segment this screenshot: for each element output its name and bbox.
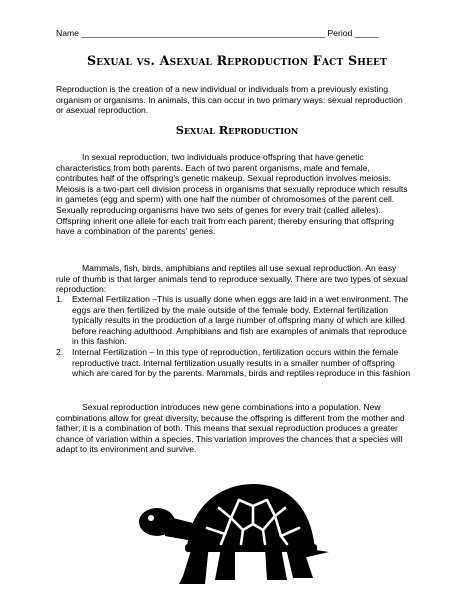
list-item: [56, 294, 412, 347]
paragraph-variation: [56, 402, 412, 455]
paragraph-text: Mammals, fish, birds, amphibians and reptiles all use sexual reproduction. An easy rule of thumb is that larger animals tend to reproduce sexually. There are two types of sexual reproduction:: [56, 263, 408, 295]
list-text: External Fertilization –This is usually done when eggs are laid in a wet environment. The eggs are then fertilized by the male outside of the female body. External fertilization typically results in the production of a large number of offspring many of which are killed before reaching adulthood. Amphibians and fish are examples of animals that reproduce in this fashion.: [72, 294, 409, 347]
list-number: 2.: [56, 346, 64, 357]
section-title: Sexual Reproduction: [175, 123, 299, 137]
paragraph-types-intro: [56, 263, 412, 295]
paragraph-text: Sexual reproduction introduces new gene combinations into a population. New combinations allow for great diversity, because the offspring is different from the mother and father; it is a combination of both. This means that sexual reproduction produces a greater chance of variation within a species. This variation improves the chances that a species will adapt to its environment and survive.: [56, 402, 405, 455]
fertilization-list: [56, 294, 412, 379]
name-period-line: Name ___________________________________________________ Period _____: [56, 28, 379, 38]
paragraph-sexual-reproduction: [56, 152, 412, 237]
paragraph-text: In sexual reproduction, two individuals produce offspring that have genetic characteristics from both parents. Each of two parent organisms, male and female, contributes half of the offspring's genetic makeup. Sexual reproduction involves meiosis. Meiosis is a two-part cell division process in organisms that sexually reproduce which results in gametes (egg and sperm) with one half the number of chromosomes of the parent cell. Sexually reproducing organisms have two sets of genes for every trait (called alleles). Offspring inherit one allele for each trait from each parent, thereby ensuring that offspring have a combination of the parents' genes.: [56, 152, 408, 237]
list-text: Internal Fertilization – In this type of reproduction, fertilization occurs within the female reproductive tract. Internal fertilization usually results in a smaller number of offspring which are cared for by the parents. Mammals, birds and reptiles reproduce in this fashion: [72, 346, 411, 379]
list-number: 1.: [56, 294, 64, 304]
intro-paragraph: Reproduction is the creation of a new individual or individuals from a previously existing organism or organisms. In animals, this can occur in two primary ways: sexual reproduction or asexual reproduction.: [56, 84, 403, 116]
list-item: [56, 347, 412, 379]
turtle-icon: [135, 478, 335, 588]
page-title: Sexual vs. Asexual Reproduction Fact Sheet: [86, 53, 387, 68]
